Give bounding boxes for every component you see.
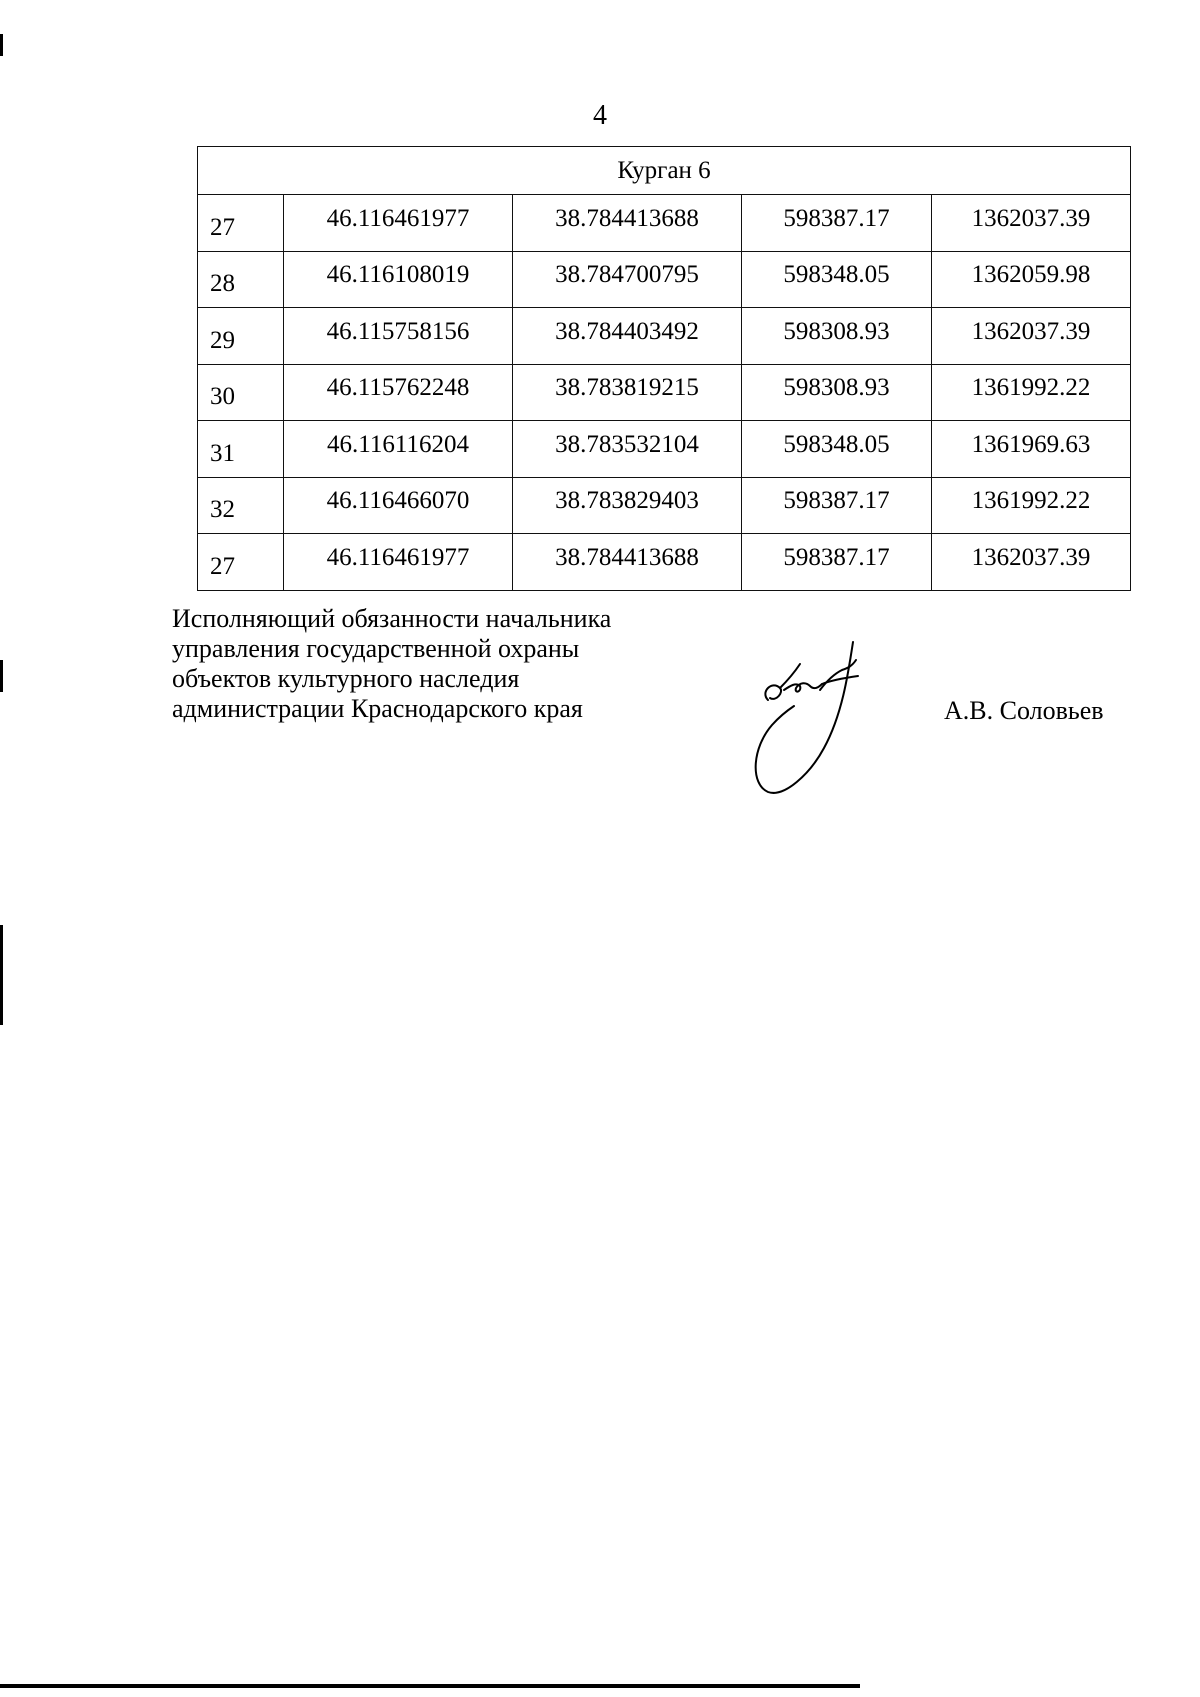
coordinate-cell: 1361992.22 <box>932 477 1131 534</box>
table-row <box>198 195 1131 252</box>
coordinate-cell: 46.116108019 <box>284 251 513 308</box>
coordinate-cell: 598308.93 <box>742 364 932 421</box>
coordinate-cell: 46.116461977 <box>284 195 513 252</box>
coordinate-cell: 38.784413688 <box>513 534 742 591</box>
table-row <box>198 251 1131 308</box>
coordinate-cell: 1361969.63 <box>932 421 1131 478</box>
scan-edge-bottom <box>0 1684 860 1688</box>
coordinate-cell: 1362037.39 <box>932 195 1131 252</box>
page-number: 4 <box>593 100 607 131</box>
coordinate-cell: 598387.17 <box>742 534 932 591</box>
scan-edge-left <box>0 34 3 56</box>
coordinate-cell: 46.116116204 <box>284 421 513 478</box>
table-row <box>198 477 1131 534</box>
handwritten-signature <box>740 630 890 805</box>
coordinate-cell: 46.115762248 <box>284 364 513 421</box>
position-line: объектов культурного наследия <box>172 664 520 693</box>
position-line: Исполняющий обязанности начальника <box>172 604 612 633</box>
coordinate-cell: 1362037.39 <box>932 534 1131 591</box>
point-number-cell: 27 <box>198 534 284 591</box>
coordinate-cell: 46.116461977 <box>284 534 513 591</box>
point-number-cell: 32 <box>198 477 284 534</box>
coordinate-cell: 38.783829403 <box>513 477 742 534</box>
section-title: Курган 6 <box>198 147 1131 195</box>
table-section-header-row <box>198 147 1131 195</box>
point-number-cell: 27 <box>198 195 284 252</box>
scan-edge-left <box>0 925 3 1025</box>
point-number-cell: 31 <box>198 421 284 478</box>
point-number-cell: 28 <box>198 251 284 308</box>
coordinate-cell: 46.115758156 <box>284 308 513 365</box>
coordinate-cell: 598308.93 <box>742 308 932 365</box>
scan-edge-left <box>0 660 3 692</box>
coordinate-cell: 38.784413688 <box>513 195 742 252</box>
signatory-position <box>172 604 611 724</box>
signer-name: А.В. Соловьев <box>944 696 1104 725</box>
table-row <box>198 534 1131 591</box>
coordinate-cell: 38.783819215 <box>513 364 742 421</box>
table-row <box>198 308 1131 365</box>
coordinate-cell: 598387.17 <box>742 195 932 252</box>
coordinate-cell: 1362059.98 <box>932 251 1131 308</box>
coordinate-cell: 598348.05 <box>742 421 932 478</box>
point-number-cell: 30 <box>198 364 284 421</box>
coordinate-cell: 38.783532104 <box>513 421 742 478</box>
table-row <box>198 364 1131 421</box>
coordinate-cell: 598348.05 <box>742 251 932 308</box>
coordinate-cell: 1362037.39 <box>932 308 1131 365</box>
point-number-cell: 29 <box>198 308 284 365</box>
coordinate-cell: 46.116466070 <box>284 477 513 534</box>
table-row <box>198 421 1131 478</box>
coordinate-cell: 38.784403492 <box>513 308 742 365</box>
coordinates-table <box>197 146 1131 591</box>
position-line: администрации Краснодарского края <box>172 694 583 723</box>
position-line: управления государственной охраны <box>172 634 580 663</box>
coordinate-cell: 598387.17 <box>742 477 932 534</box>
coordinate-cell: 1361992.22 <box>932 364 1131 421</box>
coordinate-cell: 38.784700795 <box>513 251 742 308</box>
